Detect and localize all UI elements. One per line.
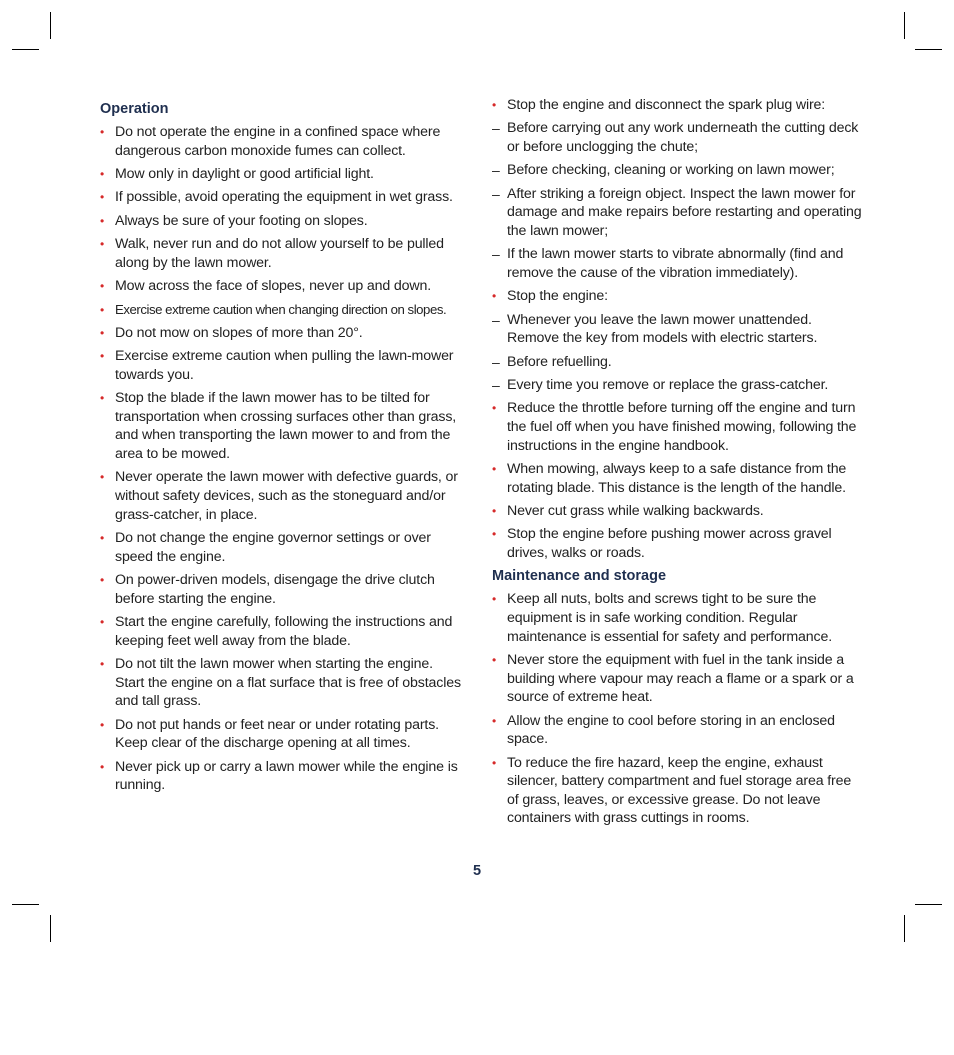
list-item-text: When mowing, always keep to a safe distance from the rotating blade. This distance is the length of the handle. (507, 461, 847, 496)
list-item (100, 324, 465, 343)
bullet-marker: • (100, 657, 105, 671)
list-item (492, 754, 864, 828)
list-item (100, 277, 465, 296)
list-item-text: Never store the equipment with fuel in the tank inside a building where vapour may reach a flame or a spark or a source of extreme heat. (507, 652, 854, 706)
list-item (492, 525, 864, 562)
dash-marker: – (492, 311, 500, 328)
bullet-marker: • (100, 391, 105, 406)
crop-mark (904, 915, 905, 942)
list-item-text: On power-driven models, disengage the drive clutch before starting the engine. (115, 572, 435, 607)
list-item-text: Walk, never run and do not allow yourself to be pulled along by the lawn mower. (115, 236, 444, 271)
bullet-marker: • (492, 592, 497, 607)
bullet-marker: • (492, 527, 497, 542)
crop-mark (904, 12, 905, 39)
list-item (492, 119, 864, 156)
maintenance-list (492, 590, 864, 828)
list-item (492, 185, 864, 241)
list-item-text: Exercise extreme caution when pulling the lawn-mower towards you. (115, 348, 454, 383)
list-item (492, 712, 864, 749)
list-item-text: Always be sure of your footing on slopes. (115, 212, 368, 229)
bullet-marker: • (492, 98, 497, 112)
list-item-text: After striking a foreign object. Inspect the lawn mower for damage and make repairs before restarting and operating the lawn mower; (507, 185, 862, 239)
list-item (100, 468, 465, 524)
bullet-marker: • (492, 462, 497, 477)
bullet-marker: • (100, 190, 105, 205)
list-item-text: Do not tilt the lawn mower when starting the engine. Start the engine on a flat surface that is free of obstacles and tall grass. (115, 656, 461, 710)
bullet-marker: • (100, 573, 105, 588)
list-item (100, 389, 465, 463)
dash-marker: – (492, 377, 500, 394)
list-item-text: Before carrying out any work underneath the cutting deck or before unclogging the chute; (507, 120, 859, 155)
bullet-marker: • (100, 470, 105, 485)
list-item-text: Whenever you leave the lawn mower unattended. Remove the key from models with electric starters. (507, 311, 818, 347)
list-item-text: To reduce the fire hazard, keep the engine, exhaust silencer, battery compartment and fuel storage area free of grass, leaves, or excessive grease. Do not leave containers with grass cuttings in rooms. (507, 754, 852, 827)
list-item (100, 212, 465, 231)
crop-mark (915, 49, 942, 50)
list-item (100, 529, 465, 566)
list-item (492, 353, 864, 372)
list-item-text: If possible, avoid operating the equipment in wet grass. (115, 189, 453, 206)
bullet-marker: • (100, 615, 105, 630)
list-item-text: Reduce the throttle before turning off the engine and turn the fuel off when you have finished mowing, following the instructions in the engine handbook. (507, 400, 857, 454)
list-item (100, 571, 465, 608)
stop-engine-list (492, 96, 864, 563)
list-item (492, 245, 864, 282)
list-item-text: Do not operate the engine in a confined space where dangerous carbon monoxide fumes can collect. (115, 124, 441, 159)
bullet-marker: • (492, 289, 497, 304)
list-item-text: Never cut grass while walking backwards. (507, 503, 764, 520)
list-item-text: Every time you remove or replace the grass-catcher. (507, 377, 829, 394)
list-item-text: Never operate the lawn mower with defective guards, or without safety devices, such as the stoneguard and/or grass-catcher, in place. (115, 469, 458, 523)
list-item-text: Do not mow on slopes of more than 20°. (115, 324, 363, 341)
list-item (100, 758, 465, 795)
bullet-marker: • (100, 349, 105, 364)
bullet-marker: • (492, 401, 497, 416)
list-item (100, 613, 465, 650)
list-item (492, 502, 864, 521)
list-item-text: Never pick up or carry a lawn mower while the engine is running. (115, 758, 458, 794)
list-item (100, 188, 465, 207)
list-item (100, 716, 465, 753)
list-item-text: Stop the engine and disconnect the spark plug wire: (507, 97, 826, 113)
list-item-text: Mow across the face of slopes, never up and down. (115, 278, 431, 295)
list-item (100, 301, 465, 320)
list-item (492, 399, 864, 455)
page-number: 5 (472, 863, 482, 879)
crop-mark (915, 904, 942, 905)
right-column (492, 96, 864, 833)
list-item (492, 590, 864, 646)
list-item-text: Stop the engine: (507, 288, 608, 305)
list-item (492, 460, 864, 497)
list-item (492, 311, 864, 348)
list-item-text: Mow only in daylight or good artificial light. (115, 165, 374, 182)
dash-marker: – (492, 353, 500, 370)
operation-list (100, 123, 465, 795)
list-item (492, 376, 864, 395)
bullet-marker: • (492, 713, 497, 728)
bullet-marker: • (492, 504, 497, 519)
dash-marker: – (492, 246, 500, 263)
list-item-text: Before refuelling. (507, 353, 612, 370)
dash-marker: – (492, 162, 500, 179)
bullet-marker: • (492, 653, 497, 667)
section-heading-operation: Operation (100, 101, 169, 117)
bullet-marker: • (492, 755, 497, 770)
list-item-text: Stop the engine before pushing mower across gravel drives, walks or roads. (507, 526, 832, 562)
bullet-marker: • (100, 325, 105, 340)
list-item-text: Exercise extreme caution when changing direction on slopes. (115, 301, 447, 317)
list-item-text: Do not change the engine governor settings or over speed the engine. (115, 530, 431, 565)
list-item-text: Start the engine carefully, following the instructions and keeping feet well away from the blade. (115, 614, 453, 649)
list-item-text: Allow the engine to cool before storing in an enclosed space. (507, 712, 835, 748)
list-item (492, 96, 864, 115)
dash-marker: – (492, 120, 500, 137)
list-item (100, 655, 465, 711)
list-item (492, 651, 864, 707)
bullet-marker: • (100, 279, 105, 294)
list-item-text: Before checking, cleaning or working on lawn mower; (507, 162, 835, 179)
list-item-text: Keep all nuts, bolts and screws tight to be sure the equipment is in safe working condition. Regular maintenance is essential for safety and performance. (507, 591, 832, 645)
crop-mark (12, 49, 39, 50)
bullet-marker: • (100, 759, 105, 774)
list-item (100, 347, 465, 384)
list-item (100, 123, 465, 160)
bullet-marker: • (100, 717, 105, 732)
crop-mark (12, 904, 39, 905)
list-item (100, 235, 465, 272)
list-item (492, 287, 864, 306)
section-heading-maintenance: Maintenance and storage (492, 568, 667, 585)
crop-mark (50, 12, 51, 39)
list-item (492, 161, 864, 180)
list-item-text: If the lawn mower starts to vibrate abnormally (find and remove the cause of the vibration immediately). (507, 246, 844, 281)
list-item (100, 165, 465, 184)
bullet-marker: • (100, 302, 104, 317)
list-item-text: Stop the blade if the lawn mower has to be tilted for transportation when crossing surfaces other than grass, and when transporting the lawn mower to and from the area to be mowed. (115, 390, 457, 463)
bullet-marker: • (100, 531, 105, 546)
bullet-marker: • (100, 213, 105, 228)
bullet-marker: • (100, 125, 105, 139)
dash-marker: – (492, 185, 500, 202)
list-item-text: Do not put hands or feet near or under rotating parts. Keep clear of the discharge opening at all times. (115, 716, 439, 752)
left-column (100, 100, 465, 800)
crop-mark (50, 915, 51, 942)
bullet-marker: • (100, 166, 105, 181)
bullet-marker: • (100, 237, 105, 252)
